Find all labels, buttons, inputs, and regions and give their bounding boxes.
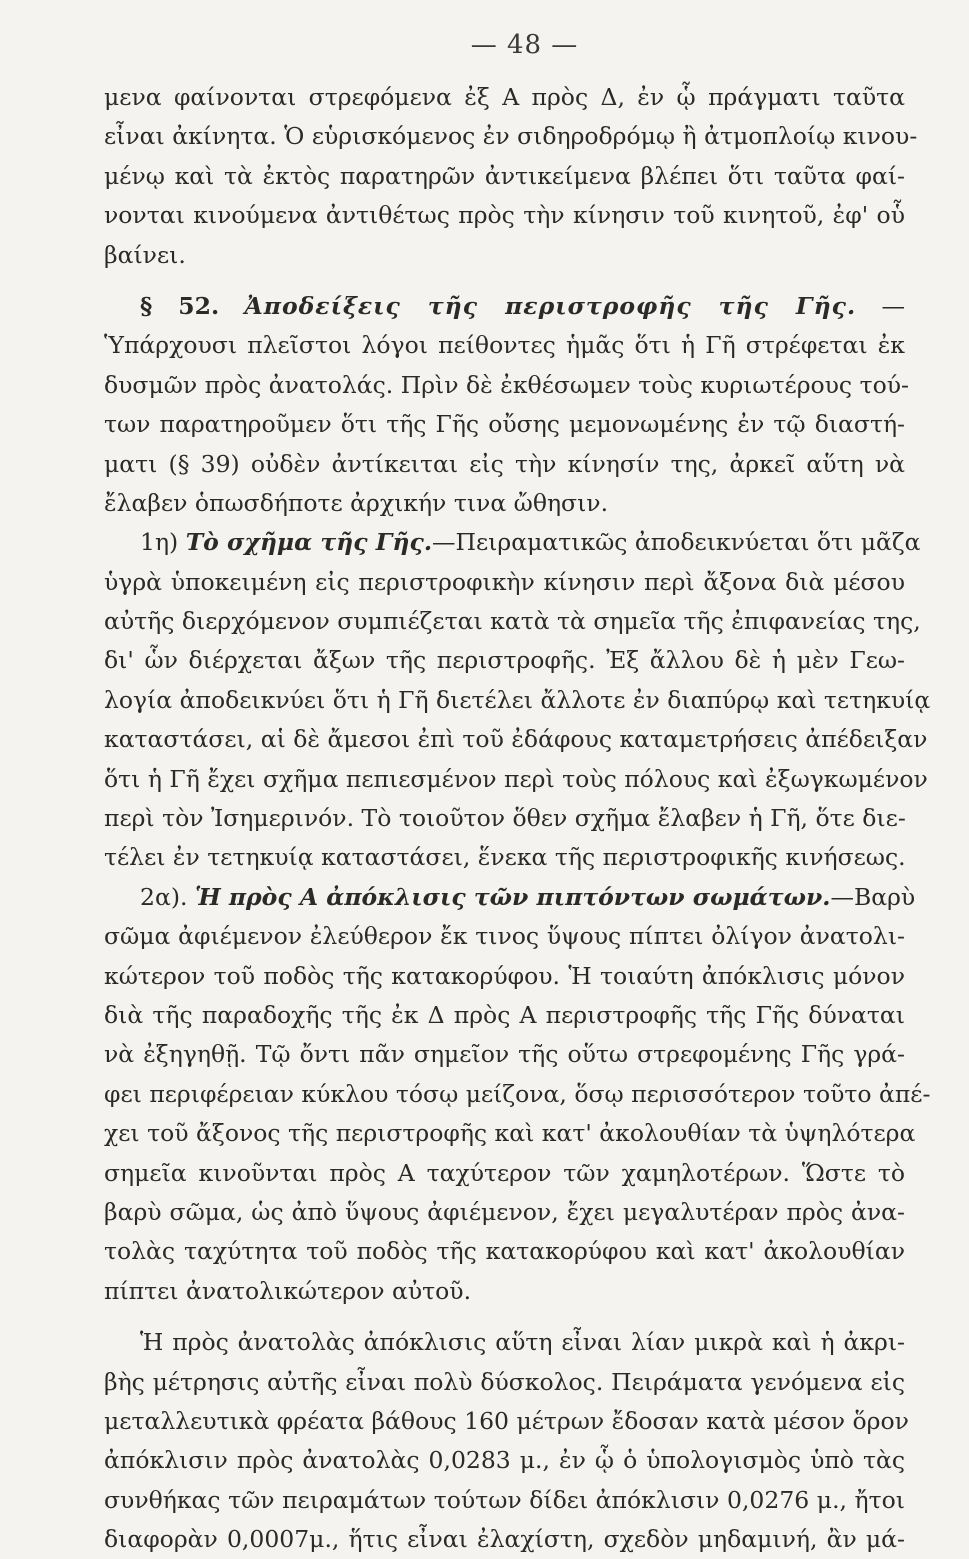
text-line: χει τοῦ ἄξονος τῆς περιστροφῆς καὶ κατ' ἀκολουθίαν τὰ ὑψηλότερα: [104, 1119, 916, 1148]
text-line: βαίνει.: [104, 240, 186, 269]
text-line: σῶμα ἀφιέμενον ἐλεύθερον ἔκ τινος ὕψους πίπτει ὀλίγον ἀνατολι-: [104, 922, 905, 951]
section-title: Ἀποδείξεις τῆς περιστροφῆς τῆς Γῆς.: [244, 291, 857, 320]
text-line: διὰ τῆς παραδοχῆς τῆς ἐκ Δ πρὸς Α περιστροφῆς τῆς Γῆς δύναται: [104, 1000, 905, 1029]
text-line: τέλει ἐν τετηκυίᾳ καταστάσει, ἕνεκα τῆς περιστροφικῆς κινήσεως.: [104, 843, 906, 872]
text-line: αὐτῆς διερχόμενον συμπιέζεται κατὰ τὰ σημεῖα τῆς ἐπιφανείας της,: [104, 607, 921, 636]
item-first-text: —Βαρὺ: [830, 882, 916, 911]
item-title: Τὸ σχῆμα τῆς Γῆς.: [185, 528, 433, 557]
text-line: εἶναι ἀκίνητα. Ὁ εὑρισκόμενος ἐν σιδηροδρόμῳ ἢ ἀτμοπλοίῳ κινου-: [104, 122, 918, 151]
text-line: βὴς μέτρησις αὐτῆς εἶναι πολὺ δύσκολος. Πειράματα γενόμενα εἰς: [104, 1367, 905, 1396]
text-line: τολὰς ταχύτητα τοῦ ποδὸς τῆς κατακορύφου καὶ κατ' ἀκολουθίαν: [104, 1237, 905, 1266]
section-dash: —: [881, 291, 905, 320]
text-line: φει περιφέρειαν κύκλου τόσῳ μείζονα, ὅσῳ περισσότερον τοῦτο ἀπέ-: [104, 1079, 931, 1108]
text-line: διαφορὰν 0,0007μ., ἥτις εἶναι ἐλαχίστη, σχεδὸν μηδαμινή, ἂν μά-: [104, 1525, 905, 1554]
page-number: — 48 —: [470, 30, 579, 60]
text-line: δυσμῶν πρὸς ἀνατολάς. Πρὶν δὲ ἐκθέσωμεν τοὺς κυριωτέρους τού-: [104, 370, 909, 399]
text-line: καταστάσει, αἱ δὲ ἄμεσοι ἐπὶ τοῦ ἐδάφους καταμετρήσεις ἀπέδειξαν: [104, 725, 928, 754]
text-line: πίπτει ἀνατολικώτερον αὐτοῦ.: [104, 1276, 472, 1305]
text-line: ὅτι ἡ Γῆ ἔχει σχῆμα πεπιεσμένον περὶ τοὺς πόλους καὶ ἐξωγκωμένον: [104, 764, 928, 793]
item-deviation-of-falling-bodies: [104, 878, 931, 1311]
section-mark: § 52.: [140, 291, 220, 320]
item-heading-line: [104, 878, 916, 917]
text-line: ὑγρὰ ὑποκειμένη εἰς περιστροφικὴν κίνησιν περὶ ἄξονα διὰ μέσου: [104, 567, 905, 596]
paragraph-continuation: [104, 78, 918, 275]
measurement-paragraph: [104, 1323, 909, 1559]
text-line: λογία ἀποδεικνύει ὅτι ἡ Γῆ διετέλει ἄλλοτε ἐν διαπύρῳ καὶ τετηκυίᾳ: [104, 685, 931, 714]
text-line: βαρὺ σῶμα, ὡς ἀπὸ ὕψους ἀφιέμενον, ἔχει μεγαλυτέραν πρὸς ἀνα-: [104, 1197, 905, 1226]
item-first-text: —Πειραματικῶς ἀποδεικνύεται ὅτι μᾶζα: [432, 528, 921, 557]
section-intro-paragraph: [104, 326, 909, 523]
text-line: σημεῖα κινοῦνται πρὸς Α ταχύτερον τῶν χαμηλοτέρων. Ὥστε τὸ: [104, 1158, 905, 1187]
text-line: νὰ ἐξηγηθῇ. Τῷ ὄντι πᾶν σημεῖον τῆς οὕτω στρεφομένης Γῆς γρά-: [104, 1040, 905, 1069]
text-line: περὶ τὸν Ἰσημερινόν. Τὸ τοιοῦτον ὅθεν σχῆμα ἔλαβεν ἡ Γῆ, ὅτε διε-: [104, 804, 906, 833]
item-title: Ἡ πρὸς Α ἀπόκλισις τῶν πιπτόντων σωμάτων.: [194, 882, 831, 911]
text-line: Ἡ πρὸς ἀνατολὰς ἀπόκλισις αὕτη εἶναι λίαν μικρὰ καὶ ἡ ἀκρι-: [140, 1328, 905, 1357]
item-heading-line: [104, 523, 921, 562]
text-line: των παρατηροῦμεν ὅτι τῆς Γῆς οὔσης μεμονωμένης ἐν τῷ διαστή-: [104, 410, 905, 439]
item-number: 2α).: [140, 882, 188, 911]
text-line: συνθήκας τῶν πειραμάτων τούτων δίδει ἀπόκλισιν 0,0276 μ., ἤτοι: [104, 1485, 905, 1514]
text-line: κώτερον τοῦ ποδὸς τῆς κατακορύφου. Ἡ τοιαύτη ἀπόκλισις μόνον: [104, 961, 905, 990]
item-shape-of-earth: [104, 523, 931, 878]
text-line: ἔλαβεν ὁπωσδήποτε ἀρχικήν τινα ὤθησιν.: [104, 488, 609, 517]
text-line: μένῳ καὶ τὰ ἐκτὸς παρατηρῶν ἀντικείμενα βλέπει ὅτι ταῦτα φαί-: [104, 161, 905, 190]
text-line: νονται κινούμενα ἀντιθέτως πρὸς τὴν κίνησιν τοῦ κινητοῦ, ἐφ' οὗ: [104, 201, 905, 230]
text-line: δι' ὧν διέρχεται ἄξων τῆς περιστροφῆς. Ἐξ ἄλλου δὲ ἡ μὲν Γεω-: [104, 646, 905, 675]
text-line: μεταλλευτικὰ φρέατα βάθους 160 μέτρων ἔδοσαν κατὰ μέσον ὅρον: [104, 1406, 909, 1435]
text-line: ἀπόκλισιν πρὸς ἀνατολὰς 0,0283 μ., ἐν ᾧ ὁ ὑπολογισμὸς ὑπὸ τὰς: [104, 1446, 905, 1475]
section-heading-line: [104, 287, 905, 326]
text-line: μενα φαίνονται στρεφόμενα ἐξ Α πρὸς Δ, ἐν ᾧ πράγματι ταῦτα: [104, 83, 905, 111]
text-line: Ὑπάρχουσι πλεῖστοι λόγοι πείθοντες ἡμᾶς ὅτι ἡ Γῆ στρέφεται ἐκ: [104, 331, 905, 360]
text-line: ματι (§ 39) οὐδὲν ἀντίκειται εἰς τὴν κίνησίν της, ἀρκεῖ αὕτη νὰ: [104, 449, 905, 478]
item-number: 1η): [140, 528, 179, 557]
